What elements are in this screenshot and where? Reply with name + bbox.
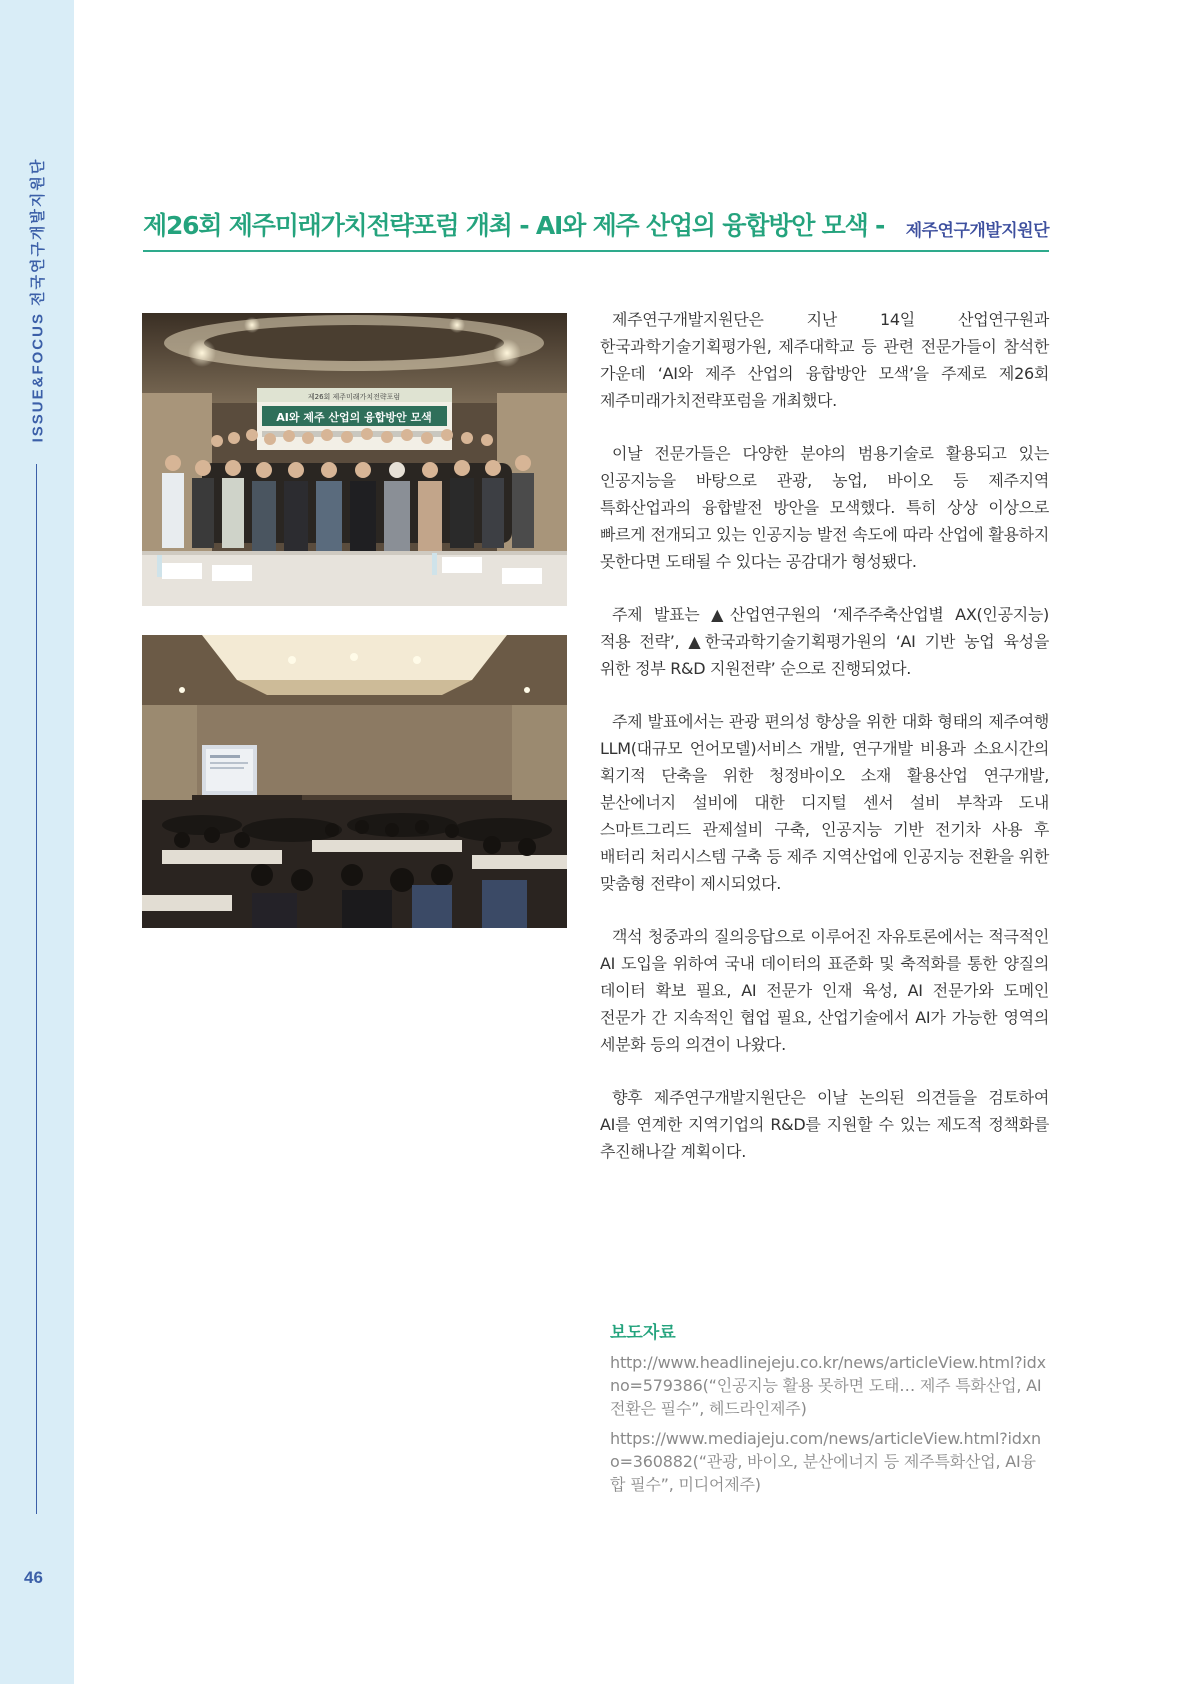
section-label-ko: 전국연구개발지원단	[28, 157, 47, 307]
press-references	[610, 1318, 1049, 1503]
article-body	[600, 306, 1049, 1191]
organization-name: 제주연구개발지원단	[905, 221, 1049, 241]
section-label	[27, 158, 48, 443]
article-paragraph: 향후 제주연구개발지원단은 이날 논의된 의견들을 검토하여 AI를 연계한 지역기업의 R&D를 지원할 수 있는 제도적 정책화를 추진해나갈 계획이다.	[600, 1088, 1049, 1161]
article-title: 제26회 제주미래가치전략포럼 개최 - AI와 제주 산업의 융합방안 모색 -	[143, 211, 885, 240]
banner-line1: 제26회 제주미래가치전략포럼	[307, 393, 401, 401]
article-paragraph: 주제 발표는 ▲산업연구원의 ‘제주주축산업별 AX(인공지능) 적용 전략’, ▲한국과학기술기획평가원의 ‘AI 기반 농업 육성을 위한 정부 R&D 지원전략’ 순으로 진행되었다.	[600, 605, 1049, 678]
article-header	[143, 200, 1049, 252]
forum-audience-photo	[142, 635, 567, 928]
section-label-en: ISSUE&FOCUS	[29, 312, 47, 443]
article-paragraph: 객석 청중과의 질의응답으로 이루어진 자유토론에서는 적극적인 AI 도입을 위하여 국내 데이터의 표준화 및 축적화를 통한 양질의 데이터 확보 필요, AI 전문가 인재 육성, AI 전문가와 도메인 전문가 간 지속적인 협업 필요, 산업기술에서 AI가 가능한 영역의 세분화 등의 의견이 나왔다.	[600, 927, 1049, 1054]
press-link[interactable]: http://www.headlinejeju.co.kr/news/articleView.html?idxno=579386(“인공지능 활용 못하면 도태… 제주 특화산업, AI전환은 필수”, 헤드라인제주)	[610, 1353, 1046, 1418]
article-paragraph: 주제 발표에서는 관광 편의성 향상을 위한 대화 형태의 제주여행 LLM(대규모 언어모델)서비스 개발, 연구개발 비용과 소요시간의 획기적 단축을 위한 청정바이오 소재 활용산업 연구개발, 분산에너지 설비에 대한 디지털 센서 설비 부착과 도내 스마트그리드 관제설비 구축, 인공지능 기반 전기차 사용 후 배터리 처리시스템 구축 등 제주 지역산업에 인공지능 전환을 위한 맞춤형 전략이 제시되었다.	[600, 712, 1049, 893]
page-number: 46	[24, 1568, 43, 1587]
article-paragraph: 이날 전문가들은 다양한 분야의 범용기술로 활용되고 있는 인공지능을 바탕으로 관광, 농업, 바이오 등 제주지역 특화산업과의 융합발전 방안을 모색했다. 특히 상상 이상으로 빠르게 전개되고 있는 인공지능 발전 속도에 따라 산업에 활용하지 못한다면 도태될 수 있다는 공감대가 형성됐다.	[600, 444, 1049, 571]
side-bar	[0, 0, 74, 1684]
sidebar-divider-line	[36, 464, 37, 1514]
press-link[interactable]: https://www.mediajeju.com/news/articleView.html?idxno=360882(“관광, 바이오, 분산에너지 등 제주특화산업, AI융합 필수”, 미디어제주)	[610, 1429, 1041, 1494]
article-paragraph: 제주연구개발지원단은 지난 14일 산업연구원과 한국과학기술기획평가원, 제주대학교 등 관련 전문가들이 참석한 가운데 ‘AI와 제주 산업의 융합방안 모색’을 주제로 제26회 제주미래가치전략포럼을 개최했다.	[600, 310, 1049, 410]
group-photo	[142, 313, 567, 606]
press-title: 보도자료	[610, 1323, 676, 1343]
banner-line2: AI와 제주 산업의 융합방안 모색	[276, 411, 432, 424]
